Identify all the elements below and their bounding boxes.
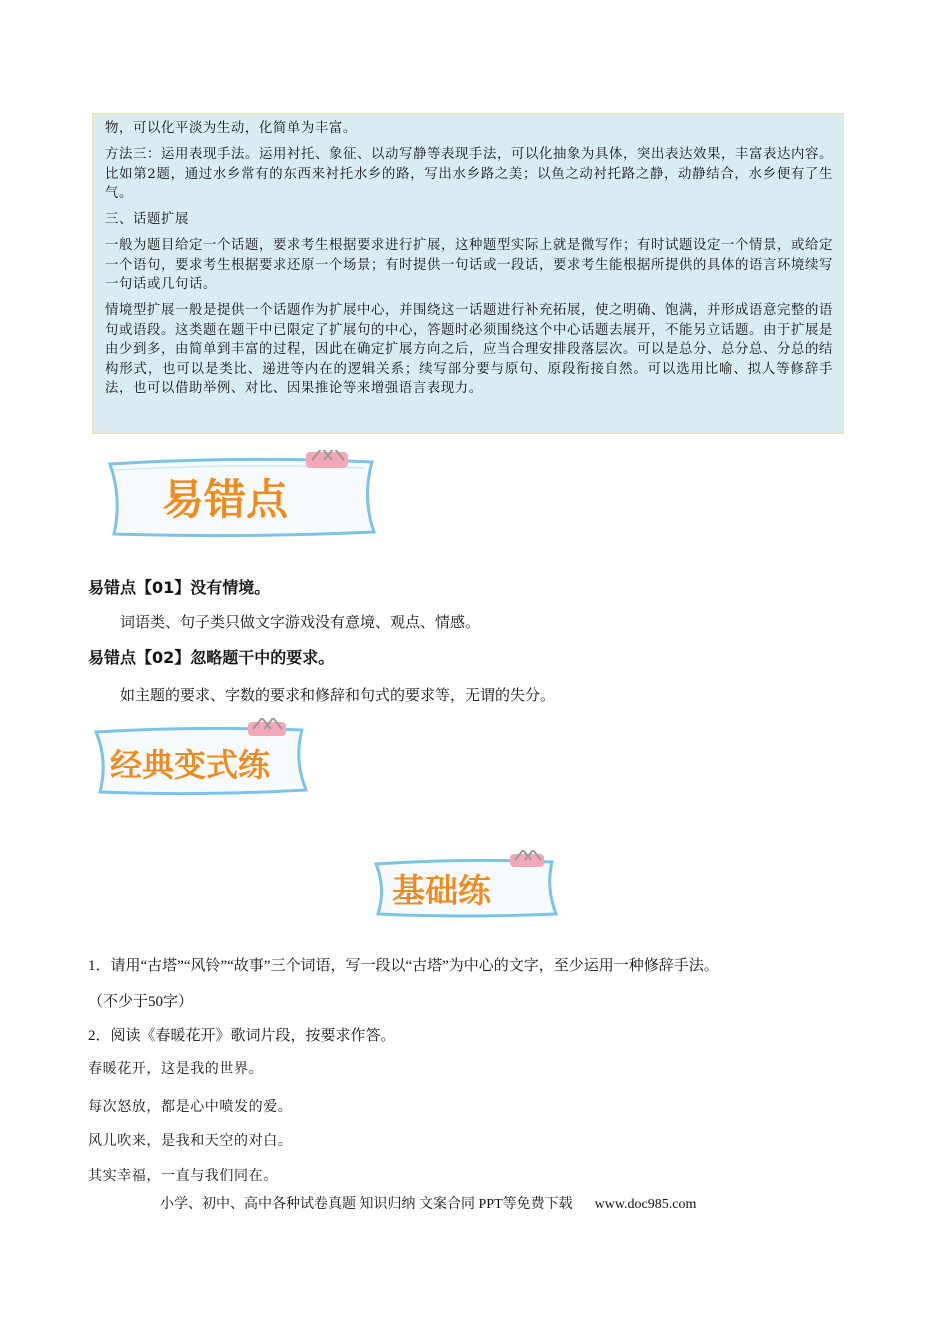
error-points-banner — [100, 450, 385, 542]
question-1-requirement: （不少于50字） — [88, 994, 194, 1010]
basic-practice-banner — [368, 850, 564, 920]
info-paragraph: 物，可以化平淡为生动，化简单为丰富。 — [105, 121, 357, 136]
paper-clip-icon — [510, 850, 544, 867]
page-footer — [160, 1193, 696, 1213]
error-point-body: 词语类、句子类只做文字游戏没有意境、观点、情感。 — [120, 615, 481, 631]
classic-practice-banner-text: 经典变式练 — [110, 746, 271, 784]
error-points-banner-text: 易错点 — [162, 475, 289, 524]
classic-practice-banner — [88, 718, 316, 798]
info-heading: 三、话题扩展 — [105, 212, 189, 227]
footer-text: 小学、初中、高中各种试卷真题 知识归纳 文案合同 PPT等免费下载 — [160, 1197, 573, 1212]
error-point-title: 易错点【02】忽略题干中的要求。 — [88, 648, 335, 667]
basic-practice-banner-text: 基础练 — [392, 871, 491, 910]
footer-url[interactable]: www.doc985.com — [594, 1197, 697, 1212]
error-point-title: 易错点【01】没有情境。 — [88, 578, 271, 597]
info-paragraph: 一般为题目给定一个话题，要求考生根据要求进行扩展，这种题型实际上就是微写作；有时试题设定一个情景，或给定一个语句，要求考生根据要求还原一个场景；有时提供一句话或一段话，要求考生能根据所提供的具体的语言环境续写一句话或几句话。 — [105, 238, 833, 292]
question-1-text: 1．请用“古塔”“风铃”“故事”三个词语，写一段以“古塔”为中心的文字，至少运用一种修辞手法。 — [88, 958, 719, 974]
question-2-text: 2．阅读《春暖花开》歌词片段，按要求作答。 — [88, 1028, 396, 1044]
info-paragraph: 情境型扩展一般是提供一个话题作为扩展中心，并围绕这一话题进行补充拓展，使之明确、饱满，并形成语意完整的语句或语段。这类题在题干中已限定了扩展句的中心，答题时必须围绕这个中心话题去展开，不能另立话题。由于扩展是由少到多，由简单到丰富的过程，因此在确定扩展方向之后，应当合理安排段落层次。可以是总分、总分总、分总的结构形式，也可以是类比、递进等内在的逻辑关系；续写部分要与原句、原段衔接自然。可以选用比喻、拟人等修辞手法，也可以借助举例、对比、因果推论等来增强语言表现力。 — [105, 303, 833, 396]
error-point-body: 如主题的要求、字数的要求和修辞和句式的要求等，无谓的失分。 — [120, 688, 556, 704]
method-info-box — [92, 113, 844, 434]
poem-line: 每次怒放，都是心中喷发的爱。 — [88, 1099, 293, 1115]
poem-line: 春暖花开，这是我的世界。 — [88, 1061, 264, 1077]
paper-clip-icon — [306, 450, 348, 468]
poem-line: 风儿吹来，是我和天空的对白。 — [88, 1133, 293, 1149]
poem-line: 其实幸福，一直与我们同在。 — [88, 1168, 278, 1184]
info-paragraph: 方法三：运用表现手法。运用衬托、象征、以动写静等表现手法，可以化抽象为具体，突出表达效果，丰富表达内容。比如第2题，通过水乡常有的东西来衬托水乡的路，写出水乡路之美；以鱼之动衬托路之静，动静结合，水乡便有了生气。 — [105, 147, 833, 201]
paper-clip-icon — [248, 718, 286, 736]
